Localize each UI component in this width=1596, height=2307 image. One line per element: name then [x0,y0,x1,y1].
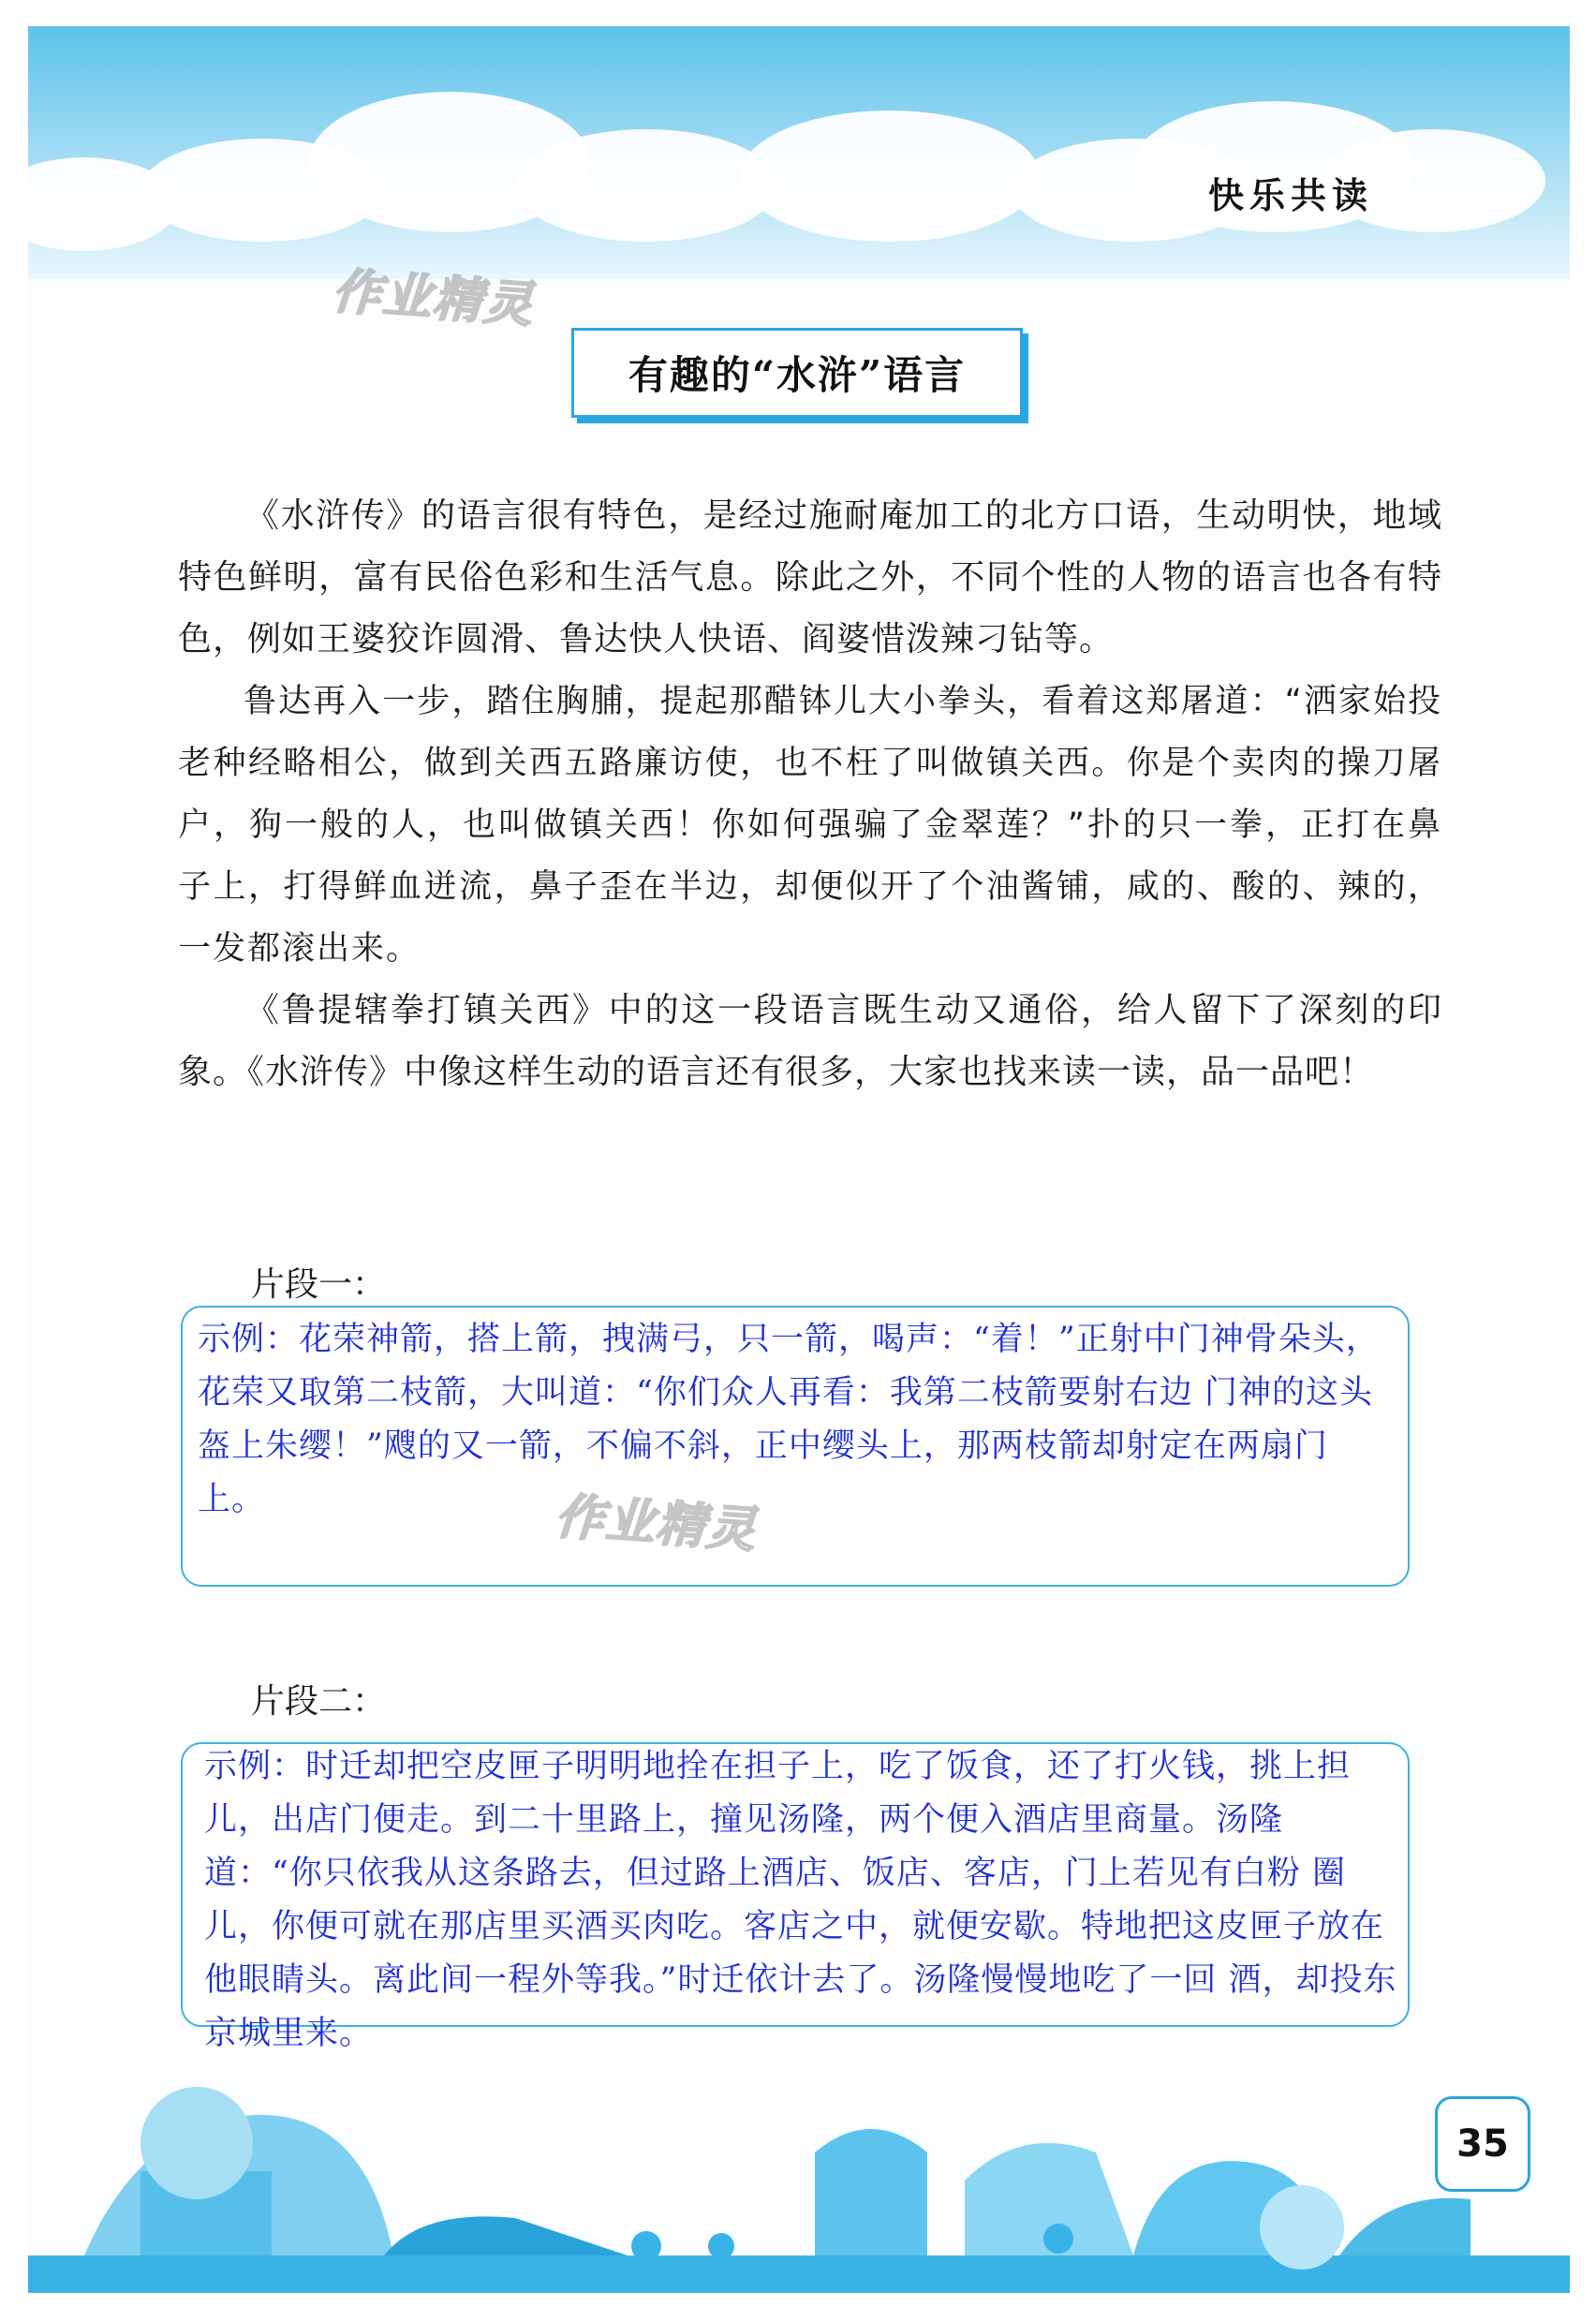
excerpt-paragraph: 鲁达再入一步，踏住胸脯，提起那醋钵儿大小拳头，看着这郑屠道：“洒家始投老种经略相公，做到关西五路廉访使，也不枉了叫做镇关西。你是个卖肉的操刀屠户，狗一般的人，也叫做镇关西！你如何强骗了金翠莲？”扑的只一拳，正打在鼻子上，打得鲜血迸流，鼻子歪在半边，却便似开了个油酱铺，咸的、酸的、辣的，一发都滚出来。 [178,683,1442,968]
fragment-1-label: 片段一： [251,1265,387,1304]
excerpt [178,671,1442,980]
fragment-2-answer: 示例：时迁却把空皮匣子明明地拴在担子上，吃了饭食，还了打火钱，挑上担儿，出店门便走。到二十里路上，撞见汤隆，两个便入酒店里商量。汤隆道：“你只依我从这条路去，但过路上酒店、饭店、客店，门上若见有白粉 圈儿，你便可就在那店里买酒买肉吃。客店之中，就便安歇。特地把这皮匣子放在他眼睛头。离此间一程外等我。”时迁依计去了。汤隆慢慢地吃了一回 酒，却投东京城里来。 [204,1748,1397,2052]
title-box [571,328,1023,418]
watermark-2: 作业精灵 [553,1488,760,1560]
section-label: 快乐共读 [1207,175,1373,216]
watermark: 作业精灵 [330,263,537,334]
page [28,26,1570,2293]
fragment-2-label: 片段二： [251,1682,387,1721]
closing-paragraph: 《鲁提辖拳打镇关西》中的这一段语言既生动又通俗，给人留下了深刻的印象。《水浒传》中像这样生动的语言还有很多，大家也找来读一读，品一品吧！ [178,991,1442,1091]
fragment-1-answer: 示例：花荣神箭，搭上箭，拽满弓，只一箭，喝声：“着！”正射中门神骨朵头，花荣又取第二枝箭，大叫道：“你们众人再看：我第二枝箭要射右边 门神的这头盔上朱缨！”飕的又一箭，不偏不斜，正中缨头上，那两枝箭却射定在两扇门上。 [198,1321,1380,1518]
footer-illustration [28,2021,1570,2293]
intro-paragraph: 《水浒传》的语言很有特色，是经过施耐庵加工的北方口语，生动明快，地域特色鲜明，富有民俗色彩和生活气息。除此之外，不同个性的人物的语言也各有特色，例如王婆狡诈圆滑、鲁达快人快语、阎婆惜泼辣刁钻等。 [178,496,1442,658]
page-number: 35 [1435,2096,1530,2192]
body-text [178,485,1442,1103]
header-banner [28,26,1570,279]
page-title: 有趣的“水浒”语言 [628,352,967,398]
